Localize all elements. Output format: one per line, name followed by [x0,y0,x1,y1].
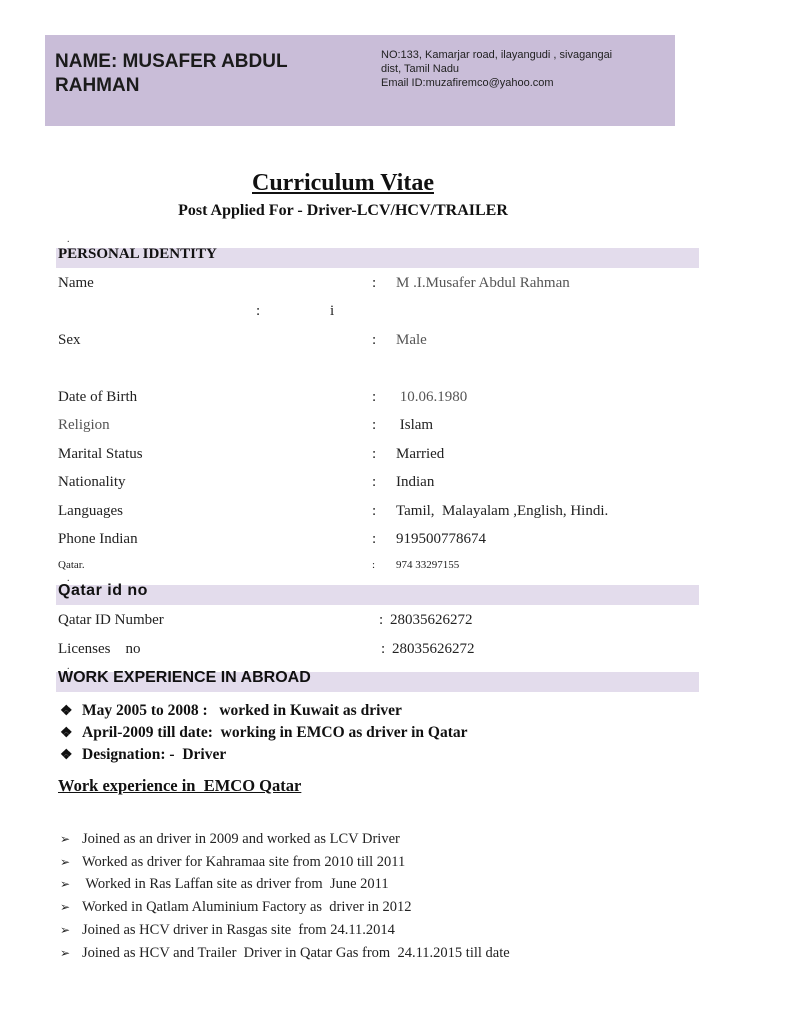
row-label-nationality: Nationality [58,474,126,490]
arrow-bullet-icon: ➢ [60,832,71,846]
row-label-phone-indian: Phone Indian [58,531,138,547]
arrow-bullet-icon: ➢ [60,855,71,869]
post-applied: Post Applied For - Driver-LCV/HCV/TRAILER [178,202,508,219]
abroad-item [60,746,226,764]
row-value-licenses-no: 28035626272 [392,641,475,657]
row-colon: : [372,503,377,519]
row-colon: : [372,531,377,547]
row-label-licenses-no: Licenses no [58,641,141,657]
diamond-bullet-icon: ❖ [60,726,73,741]
emco-item [60,945,510,962]
diamond-bullet-icon: ❖ [60,748,73,763]
row-value-religion: Islam [396,417,434,433]
address-line1: NO:133, Kamarjar road, ilayangudi , sivagangai [381,49,613,61]
arrow-bullet-icon: ➢ [60,946,71,960]
emco-item [60,854,405,871]
row-colon: : [372,474,377,490]
row-label-dob: Date of Birth [58,389,138,405]
diamond-bullet-icon: ❖ [60,704,73,719]
row-colon: : [372,389,377,405]
stray-character: i [330,303,335,319]
page-title: Curriculum Vitae [252,170,434,196]
row-colon: : [372,446,377,462]
emco-item-text: Joined as an driver in 2009 and worked as LCV Driver [82,831,400,847]
row-label-qatar-id-number: Qatar ID Number [58,612,164,628]
section-heading-work-abroad: WORK EXPERIENCE IN ABROAD [58,669,311,686]
arrow-bullet-icon: ➢ [60,923,71,937]
emco-heading: Work experience in EMCO Qatar [58,776,302,795]
row-value-sex: Male [396,332,427,348]
emco-item-text: Worked as driver for Kahramaa site from 2010 till 2011 [82,854,406,870]
abroad-item-text: May 2005 to 2008 : worked in Kuwait as driver [82,702,402,719]
section-bar-qatar-id [56,585,699,605]
abroad-item-text: April-2009 till date: working in EMCO as driver in Qatar [82,724,468,741]
row-value-marital-status: Married [396,446,445,462]
emco-item [60,876,389,893]
row-colon: : [381,641,386,657]
row-value-dob: 10.06.1980 [396,389,468,405]
row-colon: : [372,559,376,571]
row-colon: : [379,612,384,628]
row-colon: : [372,417,377,433]
row-value-name: M .I.Musafer Abdul Rahman [396,275,570,291]
row-value-languages: Tamil, Malayalam ,English, Hindi. [396,503,609,519]
email-line: Email ID:muzafiremco@yahoo.com [381,77,554,89]
row-value-qatar-id-number: 28035626272 [390,612,473,628]
emco-item-text: Joined as HCV driver in Rasgas site from 24.11.2014 [82,922,395,938]
emco-item [60,899,411,916]
address-line2: dist, Tamil Nadu [381,63,460,75]
row-label-languages: Languages [58,503,123,519]
applicant-name [55,50,335,98]
row-label-name: Name [58,275,94,291]
row-value-nationality: Indian [396,474,435,490]
stray-dot: . [67,234,70,245]
contact-address [381,48,666,90]
stray-dot: . [67,661,70,672]
arrow-bullet-icon: ➢ [60,877,71,891]
row-value-phone-qatar: 974 33297155 [396,559,460,571]
emco-item-text: Joined as HCV and Trailer Driver in Qatar Gas from 24.11.2015 till date [82,945,510,961]
row-label-religion: Religion [58,417,110,433]
emco-item [60,922,395,939]
section-heading-qatar-id: Qatar id no [58,582,148,599]
arrow-bullet-icon: ➢ [60,900,71,914]
row-colon: : [372,275,377,291]
row-label-phone-qatar: Qatar. [58,559,85,571]
emco-item [60,831,400,848]
stray-colon: : [256,303,261,319]
applicant-name-line1: NAME: MUSAFER ABDUL [55,51,288,72]
abroad-item [60,702,402,720]
section-heading-personal: PERSONAL IDENTITY [58,246,217,262]
abroad-item-text: Designation: - Driver [82,746,227,763]
applicant-name-line2: RAHMAN [55,75,140,96]
row-label-marital-status: Marital Status [58,446,143,462]
row-label-sex: Sex [58,332,81,348]
stray-dot: . [67,573,70,584]
emco-item-text: Worked in Qatlam Aluminium Factory as driver in 2012 [82,899,412,915]
emco-item-text: Worked in Ras Laffan site as driver from June 2011 [82,876,389,892]
row-colon: : [372,332,377,348]
row-value-phone-indian: 919500778674 [396,531,486,547]
abroad-item [60,724,467,742]
